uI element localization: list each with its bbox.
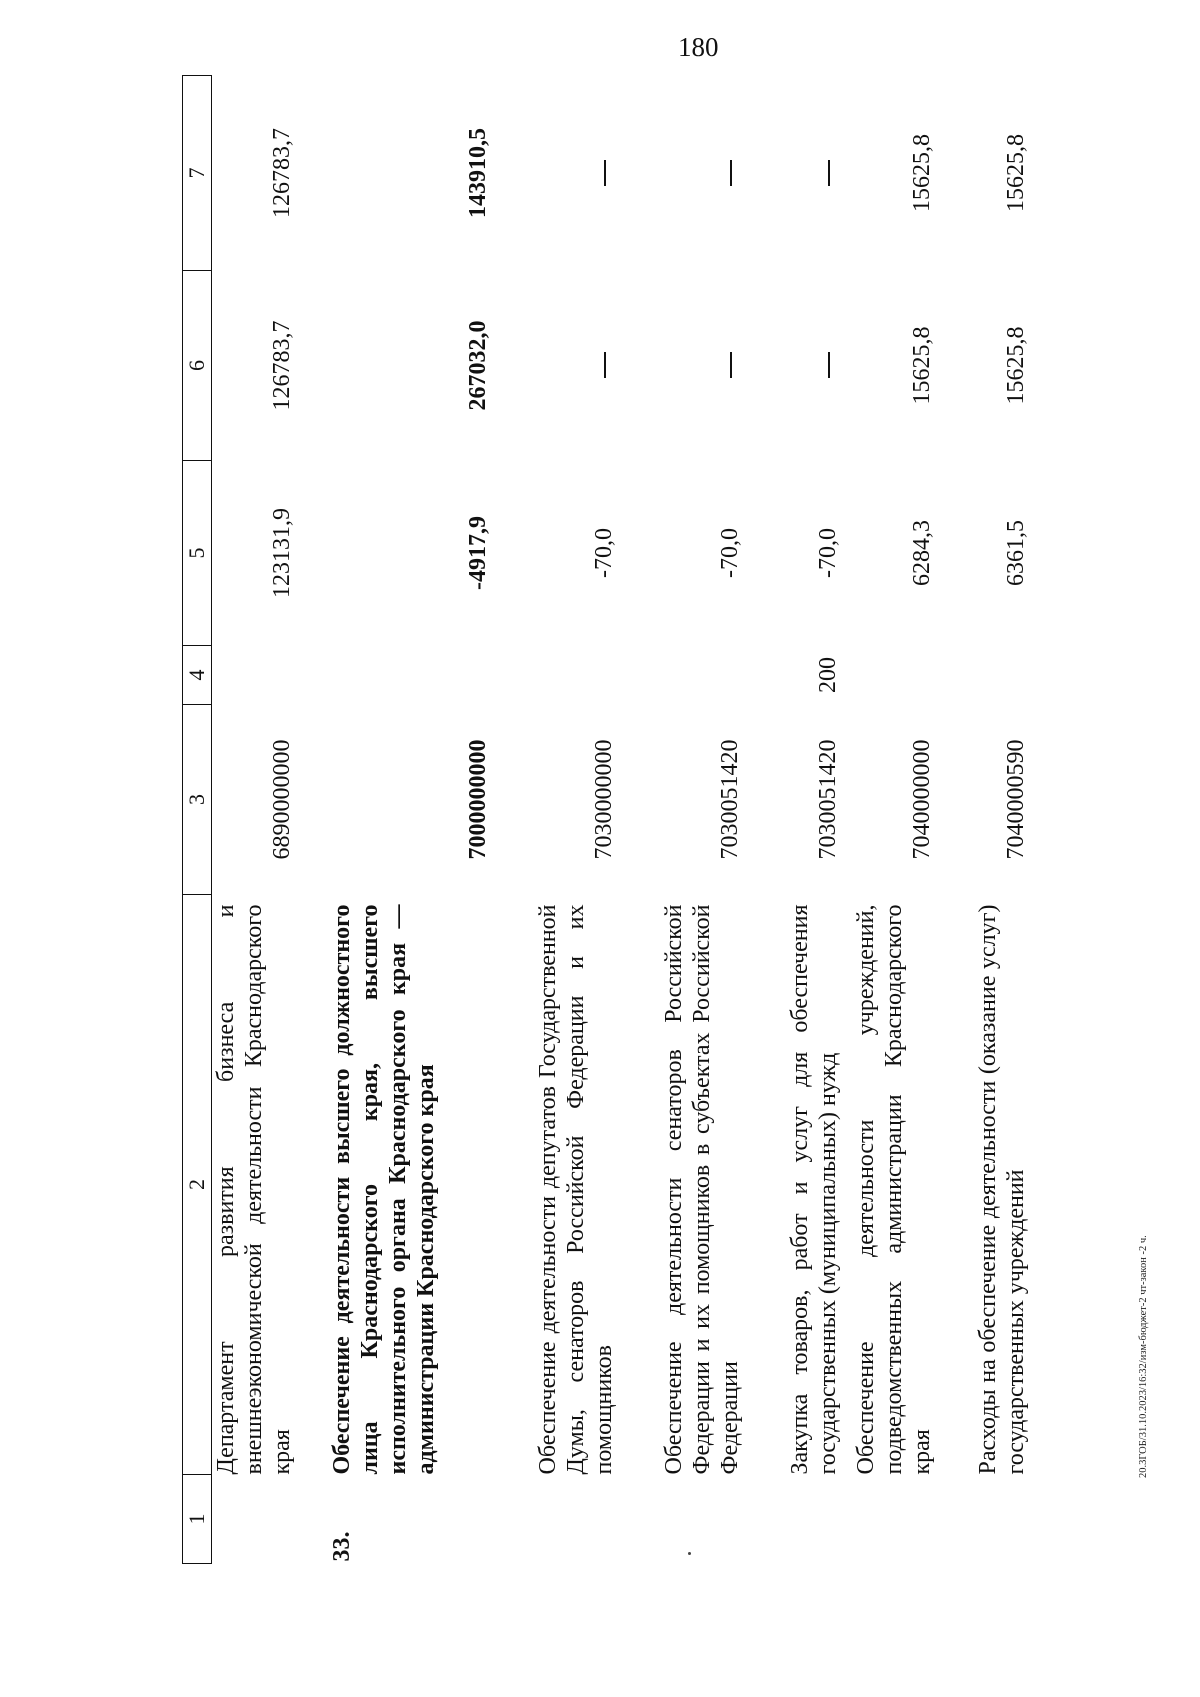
row-year1: 15625,8 — [909, 326, 935, 405]
row-year2: 126783,7 — [269, 128, 295, 218]
row-index — [842, 1475, 936, 1564]
row-change: -70,0 — [717, 528, 743, 578]
row-type: 200 — [815, 657, 841, 693]
row-change: -70,0 — [815, 528, 841, 578]
dash-mark — [730, 160, 732, 186]
row-type — [492, 646, 618, 705]
row-year1 — [618, 271, 744, 461]
header-col-5: 5 — [183, 461, 212, 646]
header-col-4: 4 — [183, 646, 212, 705]
header-col-2: 2 — [183, 895, 212, 1475]
header-col-7: 7 — [183, 76, 212, 271]
row-code: 7030051420 — [815, 739, 841, 860]
row-year1 — [492, 271, 618, 461]
row-type — [212, 646, 297, 705]
row-year2: 15625,8 — [909, 134, 935, 212]
row-year1: 267032,0 — [465, 320, 491, 411]
row-index — [744, 1475, 842, 1564]
dash-mark — [828, 353, 830, 379]
row-code: 6890000000 — [269, 739, 295, 860]
budget-table — [182, 75, 1030, 1564]
table-header-row — [183, 76, 212, 1564]
row-code: 7030051420 — [717, 739, 743, 860]
row-year1 — [744, 271, 842, 461]
row-name: Обеспечение деятельности учреждений, подведомственных администрации Краснодарского края — [853, 904, 935, 1475]
table-row — [212, 76, 297, 1564]
row-type — [618, 646, 744, 705]
table-row — [492, 76, 618, 1564]
row-type — [936, 646, 1030, 705]
row-code: 7030000000 — [591, 739, 617, 860]
footer-stamp: 20.3ГОБ/31.10.2023/16:32/изм-бюджет-2 чт-закон -2 ч. — [1138, 1235, 1149, 1478]
table-row — [618, 76, 744, 1564]
row-year2 — [492, 76, 618, 271]
row-year1: 126783,7 — [269, 320, 295, 411]
row-code: 7040000590 — [1003, 739, 1029, 860]
row-index — [492, 1475, 618, 1564]
row-index — [618, 1475, 744, 1564]
table-row — [744, 76, 842, 1564]
row-year2 — [744, 76, 842, 271]
page-number: 180 — [678, 32, 719, 62]
dash-mark — [604, 353, 606, 379]
table-row — [842, 76, 936, 1564]
row-year2: 143910,5 — [465, 128, 491, 218]
table-row — [936, 76, 1030, 1564]
row-change: -4917,9 — [465, 516, 491, 590]
row-code: 7040000000 — [909, 739, 935, 860]
header-col-6: 6 — [183, 271, 212, 461]
row-change: 6361,5 — [1003, 520, 1029, 586]
scan-dot — [688, 1552, 691, 1555]
rotated-table-container — [182, 76, 1029, 1564]
row-name: Обеспечение деятельности депутатов Государственной Думы, сенаторов Российской Федерации и их помощников — [535, 904, 617, 1475]
row-type — [296, 646, 492, 705]
row-change: 123131,9 — [269, 508, 295, 598]
row-year1: 15625,8 — [1003, 326, 1029, 405]
dash-mark — [730, 353, 732, 379]
row-type — [842, 646, 936, 705]
table-row — [296, 76, 492, 1564]
dash-mark — [604, 160, 606, 186]
header-col-1: 1 — [183, 1475, 212, 1564]
row-name: Обеспечение деятельности сенаторов Российской Федерации и их помощников в субъектах Российской Федерации — [661, 904, 743, 1475]
dash-mark — [828, 160, 830, 186]
row-index — [936, 1475, 1030, 1564]
row-index — [212, 1475, 297, 1564]
row-name: Закупка товаров, работ и услуг для обеспечения государственных (муниципальных) нужд — [787, 904, 841, 1475]
row-change: 6284,3 — [909, 520, 935, 586]
row-year2: 15625,8 — [1003, 134, 1029, 212]
row-index: 33. — [329, 1531, 355, 1562]
header-col-3: 3 — [183, 705, 212, 895]
row-change: -70,0 — [591, 528, 617, 578]
row-year2 — [618, 76, 744, 271]
row-name: Департамент развития бизнеса и внешнеэкономической деятельности Краснодарского края — [213, 904, 295, 1475]
row-name: Расходы на обеспечение деятельности (оказание услуг) государственных учреждений — [975, 904, 1029, 1475]
row-code: 7000000000 — [465, 739, 491, 860]
row-name: Обеспечение деятельности высшего должностного лица Краснодарского края, высшего исполнительного органа Краснодарского края — администрации Краснодарского края — [329, 904, 439, 1475]
